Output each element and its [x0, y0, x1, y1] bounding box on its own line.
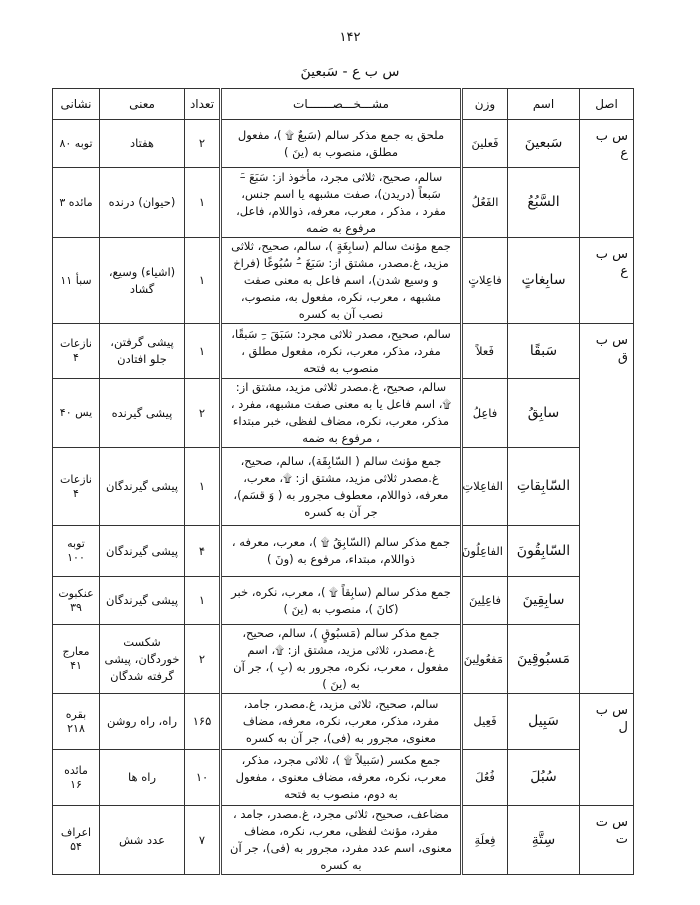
count-cell: ۱ [185, 448, 221, 526]
meaning-cell: پیشی گیرندگان [100, 577, 185, 625]
root-cell: س ب ق [580, 324, 634, 694]
description-cell: جمع مؤنث سالم ( السّابِقَة)، سالم، صحیح، غ.مصدر ثلاثی مزید، مشتق از: ۩، معرب، معرفه، ذواللام، معطوف مجرور به ( وَ قسَم)، جر آن به کسره [221, 448, 462, 526]
root-cell: س ب ع [580, 120, 634, 238]
wazn-cell: الفاعِلُونَ [462, 526, 508, 577]
noun-cell: السّابِقُونَ [508, 526, 580, 577]
meaning-cell: (اشیاء) وسیع، گشاد [100, 238, 185, 324]
wazn-cell: فَعلینَ [462, 120, 508, 168]
header-reference: نشانی [53, 89, 100, 120]
reference-cell: توبه ۱۰۰ [53, 526, 100, 577]
meaning-cell: پیشی گیرنده [100, 379, 185, 448]
description-cell: سالم، صحیح، ثلاثی مجرد، مأخوذ از: سَبَعَ –َ سَبعاً (دریدن)، صفت مشبهه یا اسم جنس، مفرد ، مذکر ، معرب، معرفه، ذواللام، فاعل، مرفوع به ضمه [221, 168, 462, 238]
table-row [53, 448, 634, 526]
description-cell: مضاعف، صحیح، ثلاثی مجرد، غ.مصدر، جامد ، مفرد، مؤنث لفظی، معرب، نکره، مضاف معنوی، اسم عدد مفرد، مجرور به (فی)، جر آن به کسره [221, 806, 462, 875]
header-count: تعداد [185, 89, 221, 120]
meaning-cell: (حیوان) درنده [100, 168, 185, 238]
description-cell: جمع مذکر سالم (مَسبُوقٍ )، سالم، صحیح، غ.مصدر، ثلاثی مزید، مشتق از: ۩، اسم مفعول ، معرب، نکره، مجرور به (بِ )، جر آن به (ینَ ) [221, 625, 462, 694]
count-cell: ۱۰ [185, 750, 221, 806]
noun-cell: سابِقِینَ [508, 577, 580, 625]
noun-cell: مَسبُوقِینَ [508, 625, 580, 694]
table-row [53, 806, 634, 875]
meaning-cell: راه ها [100, 750, 185, 806]
header-meaning: معنی [100, 89, 185, 120]
meaning-cell: پیشی گرفتن، جلو افتادن [100, 324, 185, 379]
noun-cell: سابِغاتٍ [508, 238, 580, 324]
wazn-cell: فَعلاً [462, 324, 508, 379]
reference-cell: نازعات ۴ [53, 448, 100, 526]
meaning-cell: هفتاد [100, 120, 185, 168]
count-cell: ۲ [185, 625, 221, 694]
noun-cell: السَّبُعُ [508, 168, 580, 238]
count-cell: ۱۶۵ [185, 694, 221, 750]
count-cell: ۷ [185, 806, 221, 875]
count-cell: ۴ [185, 526, 221, 577]
table-row [53, 324, 634, 379]
description-cell: ملحق به جمع مذکر سالم (سَبعٌ ۩ )، مفعول مطلق، منصوب به (ینَ ) [221, 120, 462, 168]
noun-cell: سَبعینَ [508, 120, 580, 168]
noun-cell: سابِقُ [508, 379, 580, 448]
count-cell: ۱ [185, 168, 221, 238]
description-cell: سالم، صحیح، ثلاثی مزید، غ.مصدر، جامد، مفرد، مذکر، معرب، نکره، معرفه، مضاف معنوی، مجرور به (فی)، جر آن به کسره [221, 694, 462, 750]
noun-cell: سِتَّةِ [508, 806, 580, 875]
page-heading: س ب ع - سَبعینَ [300, 64, 400, 80]
table-row [53, 694, 634, 750]
wazn-cell: فاعِلُ [462, 379, 508, 448]
description-cell: جمع مکسر (سَبیلاً ۩ )، ثلاثی مجرد، مذکر، معرب، نکره، معرفه، مضاف معنوی ، مفعول به دوم، منصوب به فتحه [221, 750, 462, 806]
table-header-row [53, 89, 634, 120]
wazn-cell: فَعِیل [462, 694, 508, 750]
wazn-cell: فاعِلِینَ [462, 577, 508, 625]
table-row [53, 577, 634, 625]
description-cell: سالم، صحیح، مصدر ثلاثی مجرد: سَبَقَ –ِ سَبقًا، مفرد، مذکر، معرب، نکره، مفعول مطلق ، منصوب به فتحه [221, 324, 462, 379]
meaning-cell: راه، راه روشن [100, 694, 185, 750]
header-wazn: وزن [462, 89, 508, 120]
count-cell: ۱ [185, 577, 221, 625]
reference-cell: مائده ۳ [53, 168, 100, 238]
wazn-cell: الفاعِلاتِ [462, 448, 508, 526]
header-root: اصل [580, 89, 634, 120]
noun-cell: السّابِقاتِ [508, 448, 580, 526]
reference-cell: مائده ۱۶ [53, 750, 100, 806]
wazn-cell: فِعلَةِ [462, 806, 508, 875]
count-cell: ۲ [185, 120, 221, 168]
table-row [53, 379, 634, 448]
description-cell: جمع مؤنث سالم (سابِغَةٍ )، سالم، صحیح، ثلاثی مزید، غ.مصدر، مشتق از: سَبَغَ –ُ سُبُوغًا (فراخ و وسیع شدن)، اسم فاعل به معنی صفت مشبهه ، معرب، نکره، مفعول به، منصوب، نصب آن به کسره [221, 238, 462, 324]
reference-cell: بقره ۲۱۸ [53, 694, 100, 750]
count-cell: ۱ [185, 324, 221, 379]
wazn-cell: مَفعُولِینَ [462, 625, 508, 694]
reference-cell: نازعات ۴ [53, 324, 100, 379]
reference-cell: عنکبوت ۳۹ [53, 577, 100, 625]
root-cell: س ب ع [580, 238, 634, 324]
header-description: مشـــخـــصـــــــات [221, 89, 462, 120]
wazn-cell: فاعِلاتٍ [462, 238, 508, 324]
table-row [53, 120, 634, 168]
table-row [53, 168, 634, 238]
count-cell: ۲ [185, 379, 221, 448]
page-number: ۱۴۲ [339, 30, 361, 45]
table-row [53, 625, 634, 694]
reference-cell: توبه ۸۰ [53, 120, 100, 168]
count-cell: ۱ [185, 238, 221, 324]
meaning-cell: پیشی گیرندگان [100, 526, 185, 577]
reference-cell: معارج ۴۱ [53, 625, 100, 694]
table-row [53, 526, 634, 577]
noun-cell: سُبُلَ [508, 750, 580, 806]
header-noun: اسم [508, 89, 580, 120]
meaning-cell: شکست خوردگان، پیشی گرفته شدگان [100, 625, 185, 694]
noun-cell: سَبِیل [508, 694, 580, 750]
reference-cell: اعراف ۵۴ [53, 806, 100, 875]
description-cell: جمع مذکر سالم (سابِقاً ۩ )، معرب، نکره، خبر (کانَ )، منصوب به (ینَ ) [221, 577, 462, 625]
table-row [53, 750, 634, 806]
wazn-cell: الفَعُلُ [462, 168, 508, 238]
description-cell: سالم، صحیح، غ.مصدر ثلاثی مزید، مشتق از: ۩، اسم فاعل یا به معنی صفت مشبهه، مفرد ، مذکر، معرب، نکره، مضاف لفظی، خبر مبتداء ، مرفوع به ضمه [221, 379, 462, 448]
meaning-cell: عدد شش [100, 806, 185, 875]
description-cell: جمع مذکر سالم (السّابِقُ ۩ )، معرب، معرفه ، ذواللام، مبتداء، مرفوع به (ونَ ) [221, 526, 462, 577]
root-cell: س ب ل [580, 694, 634, 806]
wazn-cell: فُعُلَ [462, 750, 508, 806]
noun-cell: سَبقًا [508, 324, 580, 379]
root-cell: س ت ت [580, 806, 634, 875]
reference-cell: یس ۴۰ [53, 379, 100, 448]
reference-cell: سبأ ۱۱ [53, 238, 100, 324]
table-row [53, 238, 634, 324]
lexicon-table [52, 88, 634, 875]
meaning-cell: پیشی گیرندگان [100, 448, 185, 526]
